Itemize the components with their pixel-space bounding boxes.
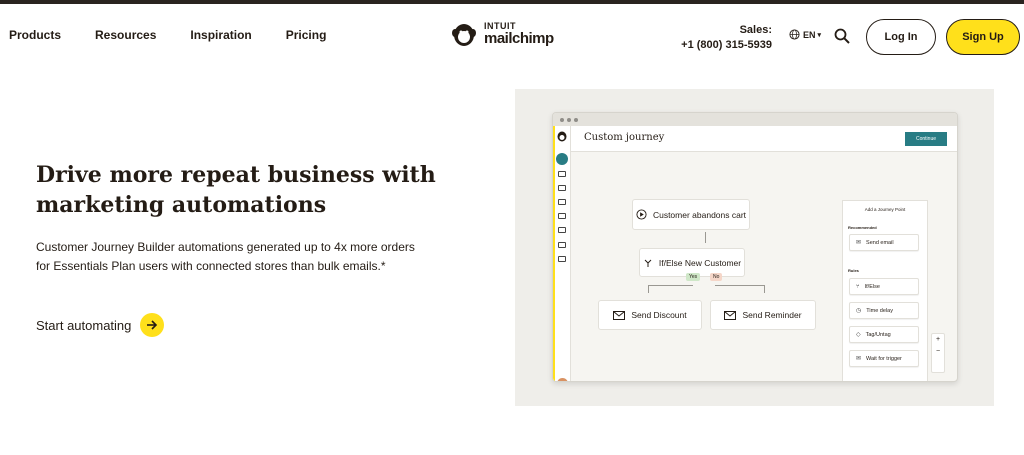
branch-line-right-down [764,285,765,293]
journey-header [571,126,958,152]
sales-label: Sales: [739,24,772,36]
envelope-icon [613,311,625,320]
sidebar-accent [553,126,555,382]
cta-label: Start automating [36,317,132,333]
rules-label: Rules [848,268,859,273]
campaigns-icon [558,171,566,177]
panel-item-send-email: ✉ Send email [849,234,919,251]
clock-icon: ◷ [856,308,862,314]
audience-icon [558,185,566,191]
search-icon[interactable] [834,28,850,49]
main-nav [9,28,360,42]
split-icon [643,258,653,268]
nav-pricing[interactable]: Pricing [285,28,327,42]
nav-resources[interactable]: Resources [95,28,157,42]
yes-tag: Yes [686,273,700,281]
analytics-icon [558,227,566,233]
journey-builder-illustration [515,89,994,406]
panel-item-wait-for-trigger: ✉ Wait for trigger [849,350,919,367]
content-icon [558,213,566,219]
start-automating-link[interactable] [36,313,164,337]
hero-description: Customer Journey Builder automations generated up to 4x more orders for Essentials Plan users with connected stores than bulk emails.* [36,240,415,273]
panel-title: Add a Journey Point [864,207,906,212]
trigger-node [632,199,750,230]
nav-products[interactable]: Products [9,28,62,42]
site-header [0,4,1024,68]
freddie-small-icon [556,130,568,142]
condition-label: If/Else New Customer [658,257,742,268]
sales-contact[interactable] [681,23,772,53]
send-discount-node [598,300,702,330]
panel-item-tag-untag: ◇ Tag/Untag [849,326,919,343]
panel-item-if-else: ⑂ If/Else [849,278,919,295]
language-label: EN [803,29,816,40]
pencil-icon [556,153,568,165]
panel-item-time-delay: ◷ Time delay [849,302,919,319]
globe-icon [789,29,800,40]
send-reminder-node [710,300,816,330]
nav-inspiration[interactable]: Inspiration [190,28,252,42]
envelope-icon: ✉ [856,356,862,362]
signup-button[interactable]: Sign Up [946,19,1020,55]
login-button[interactable]: Log In [866,19,936,55]
split-icon: ⑂ [856,283,860,290]
integrations-icon [558,256,566,262]
branch-line-right [715,285,765,286]
avatar [557,378,568,382]
automations-icon [558,199,566,205]
envelope-icon: ✉ [856,240,862,246]
freddie-logo-icon [449,19,479,49]
app-sidebar [553,126,571,382]
send-discount-label: Send Discount [631,310,687,320]
branch-line-left-down [648,285,649,293]
journey-point-panel [842,200,928,382]
website-icon [558,242,566,248]
zoom-controls [931,333,945,373]
logo-mailchimp-text: mailchimp [484,30,554,47]
window-chrome [553,113,957,126]
arrow-right-icon [140,313,164,337]
language-selector[interactable] [789,29,821,40]
journey-title: Custom journey [584,132,665,143]
branch-line-left [648,285,693,286]
play-icon [636,209,647,220]
envelope-icon [724,311,736,320]
zoom-in-icon: + [935,336,941,343]
app-window [552,112,958,382]
zoom-out-icon: − [935,348,941,355]
send-reminder-label: Send Reminder [742,310,802,320]
hero-title: Drive more repeat business with marketing automations [36,162,436,218]
continue-button: Continue [905,132,947,146]
trigger-label: Customer abandons cart [652,209,747,220]
recommended-label: Recommended [848,225,877,230]
tag-icon: ◇ [856,332,861,338]
no-tag: No [710,273,722,281]
chevron-down-icon: ▾ [817,31,822,39]
sales-phone: +1 (800) 315-5939 [681,39,772,51]
connector-line [705,232,706,243]
logo-intuit-text: INTUIT [484,21,516,31]
mailchimp-logo[interactable] [449,19,554,49]
